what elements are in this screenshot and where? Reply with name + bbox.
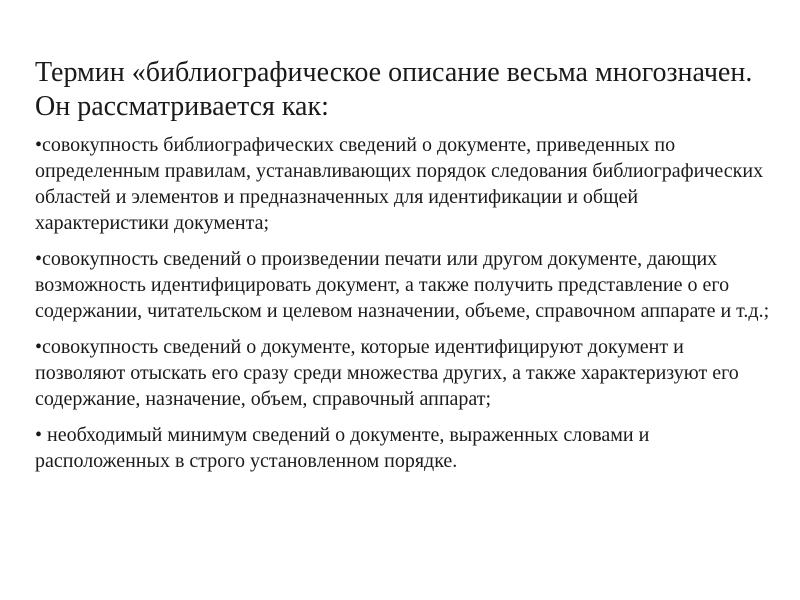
slide-heading: Термин «библиографическое описание весьма многозначен. Он рассматривается как:: [35, 57, 753, 122]
bullet-item-4: • необходимый минимум сведений о документе, выраженных словами и расположенных в строго установленном порядке.: [35, 424, 650, 472]
bullet-item-1: •совокупность библиографических сведений о документе, приведенных по определенным правилам, устанавливающих порядок следования библиографических областей и элементов и предназначенных для идентификации и общей характеристики документа;: [35, 134, 764, 234]
slide-content: [35, 56, 775, 484]
bullet-item-2: •совокупность сведений о произведении печати или другом документе, дающих возможность идентифицировать документ, а также получить представление о его содержании, читательском и целевом назначении, объеме, справочном аппарате и т.д.;: [35, 248, 770, 322]
bullet-item-3: •совокупность сведений о документе, которые идентифицируют документ и позволяют отыскать его сразу среди множества других, а также характеризуют его содержание, назначение, объем, справочный аппарат;: [35, 336, 739, 410]
